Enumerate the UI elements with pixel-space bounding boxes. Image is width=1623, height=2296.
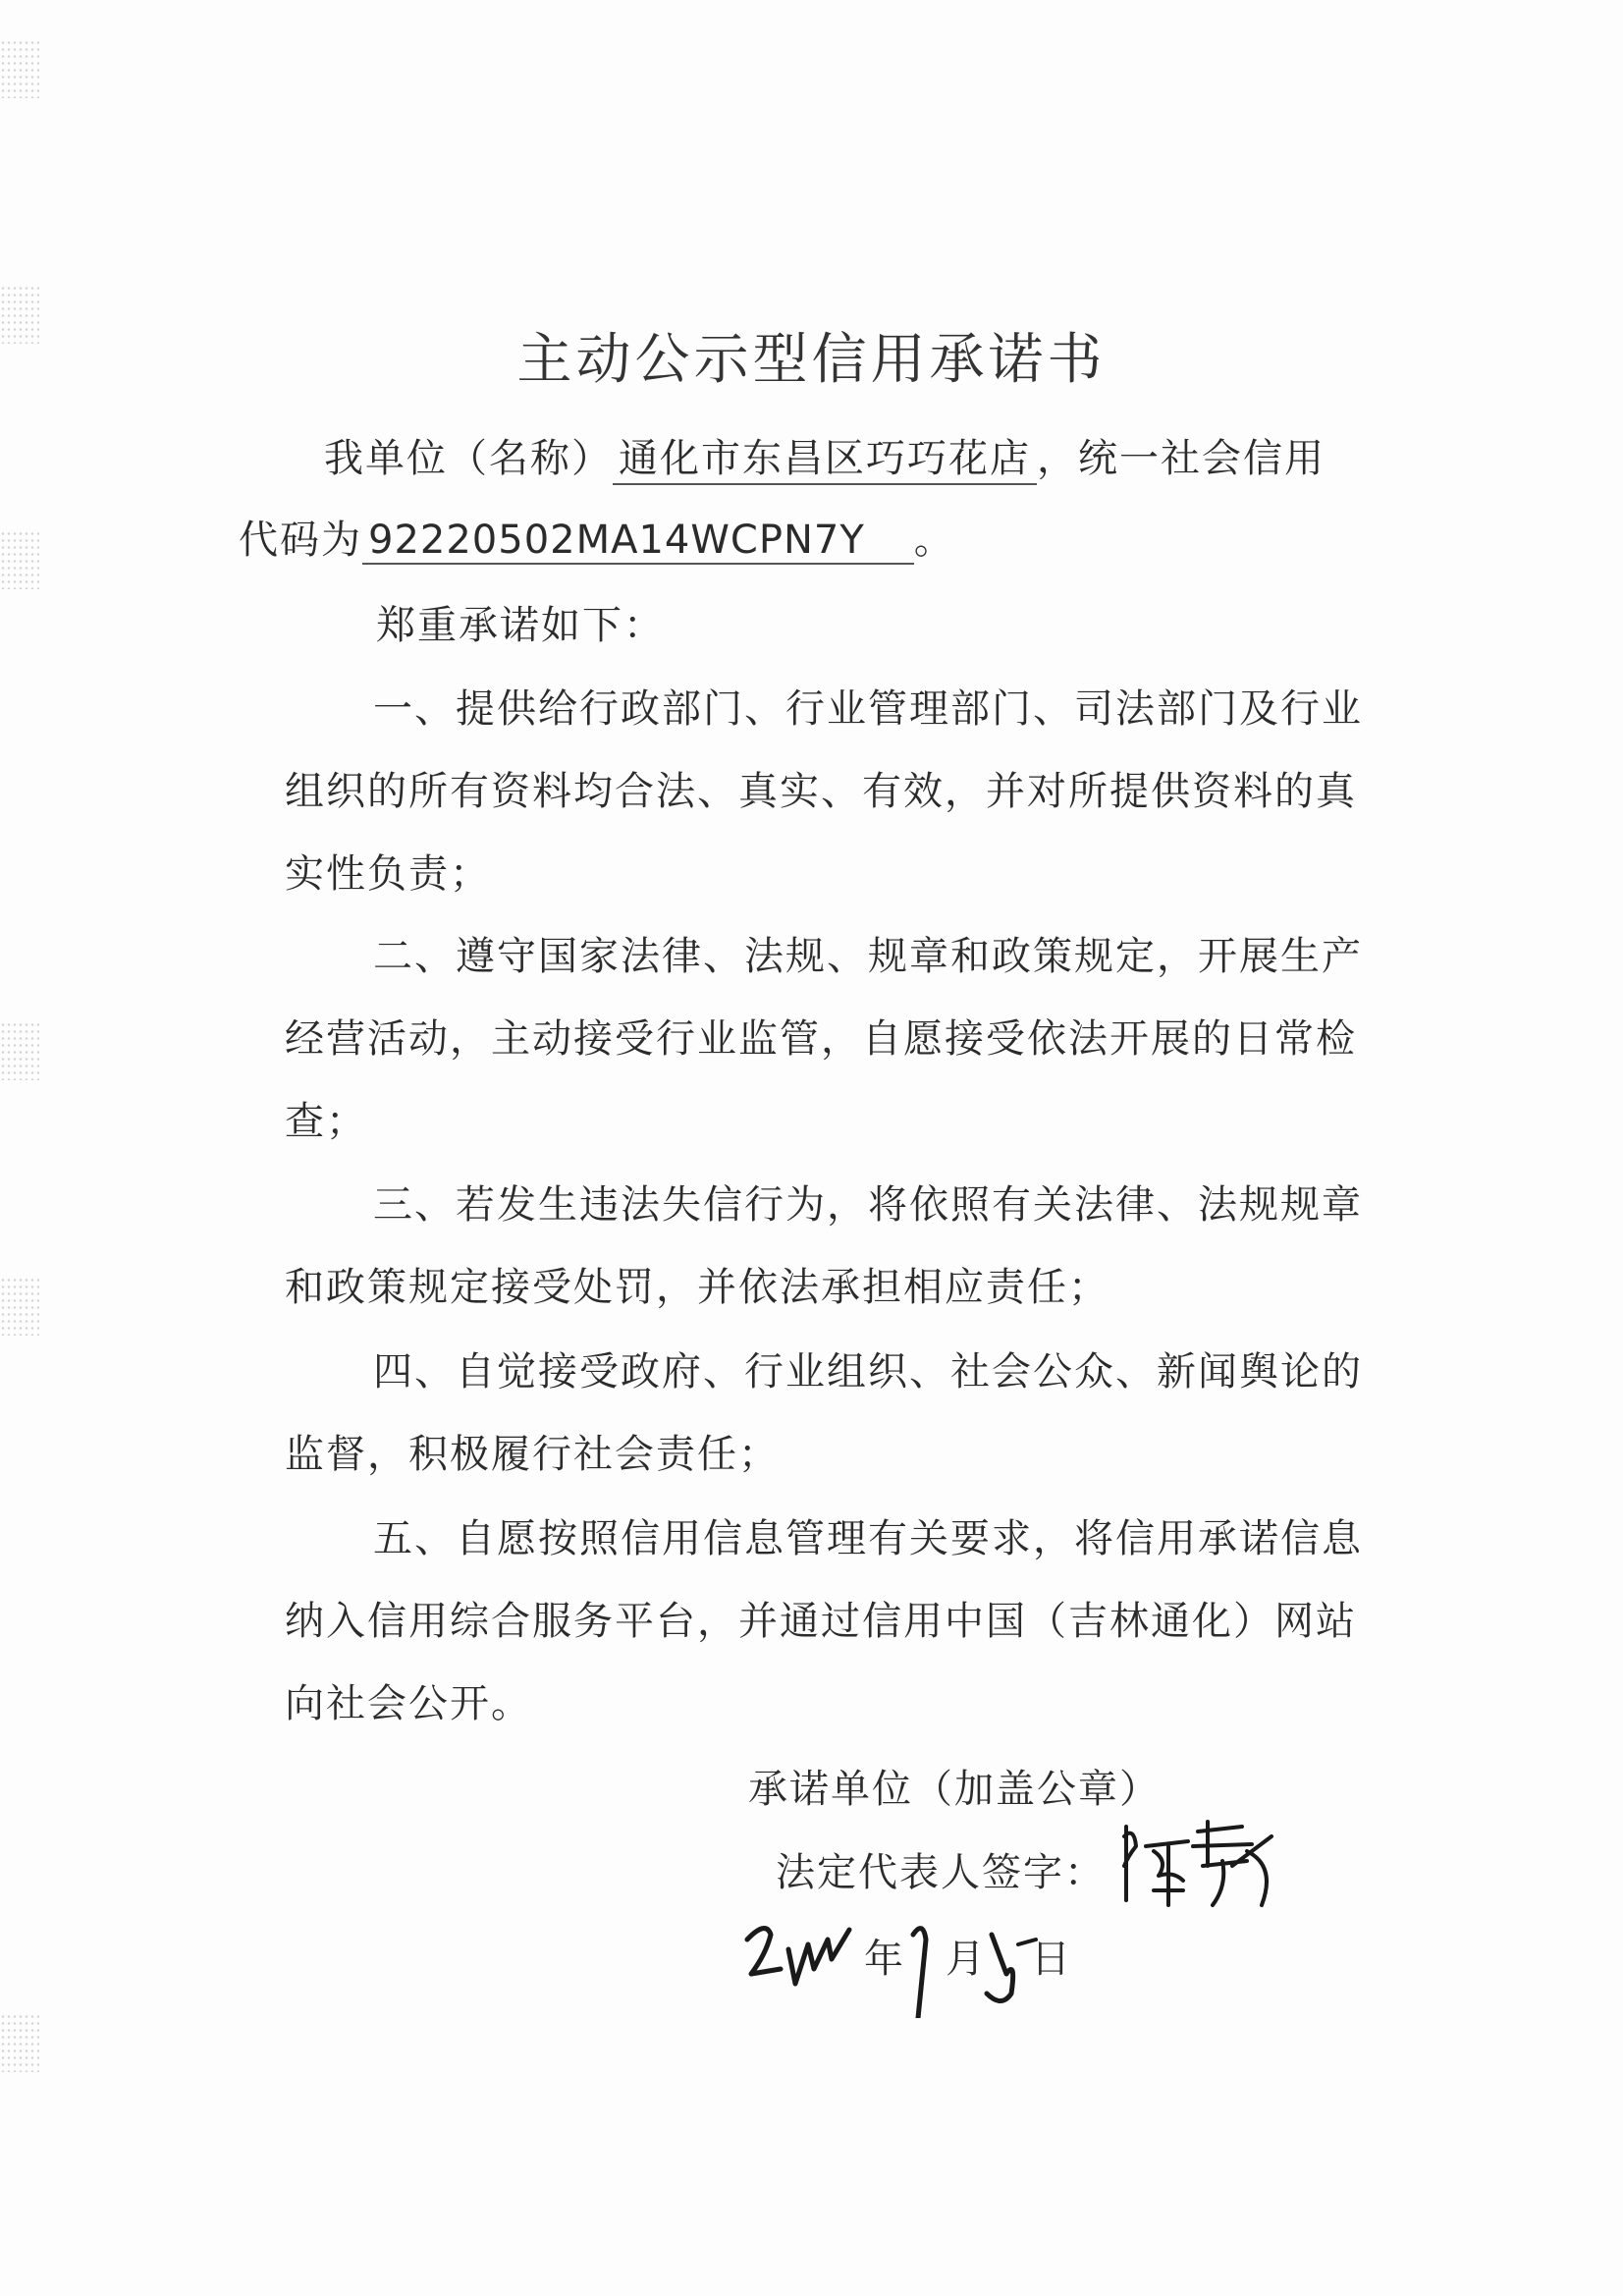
intro-line-1 bbox=[324, 427, 1325, 485]
date-month-label: 月 bbox=[946, 1937, 987, 1982]
intro-prefix: 我单位（名称） bbox=[324, 436, 613, 481]
unit-name: 通化市东昌区巧巧花店 bbox=[613, 427, 1037, 485]
handwritten-date bbox=[741, 1900, 1095, 2018]
scan-noise bbox=[0, 1021, 39, 1080]
code-suffix: 。 bbox=[913, 518, 955, 563]
pledge-item-5: 五、自愿按照信用信息管理有关要求，将信用承诺信息纳入信用综合服务平台，并通过信用中国（吉林通化）网站向社会公开。 bbox=[285, 1516, 1363, 1726]
scan-noise bbox=[0, 1277, 39, 1336]
pledge-item-4: 四、自觉接受政府、行业组织、社会公众、新闻舆论的监督，积极履行社会责任； bbox=[285, 1349, 1363, 1477]
page-title: 主动公示型信用承诺书 bbox=[516, 328, 1107, 392]
pledge-item-1: 一、提供给行政部门、行业管理部门、司法部门及行业组织的所有资料均合法、真实、有效，并对所提供资料的真实性负责； bbox=[285, 686, 1363, 897]
intro-middle: ，统一社会信用 bbox=[1037, 436, 1325, 481]
representative-label: 法定代表人签字： bbox=[776, 1850, 1106, 1895]
scan-noise bbox=[0, 2013, 39, 2072]
scan-noise bbox=[0, 39, 39, 98]
date-day-label: 日 bbox=[1031, 1937, 1072, 1982]
code-prefix: 代码为 bbox=[239, 518, 362, 563]
credit-code: 92220502MA14WCPN7Y bbox=[362, 518, 914, 565]
pledge-heading: 郑重承诺如下： bbox=[376, 603, 665, 648]
handwritten-signature bbox=[1114, 1807, 1291, 1915]
pledge-item-3: 三、若发生违法失信行为，将依照有关法律、法规规章和政策规定接受处罚，并依法承担相应责任； bbox=[285, 1182, 1363, 1310]
intro-line-2 bbox=[239, 509, 955, 565]
seal-label: 承诺单位（加盖公章） bbox=[748, 1767, 1161, 1812]
scan-noise bbox=[0, 530, 39, 589]
date-year-label: 年 bbox=[864, 1937, 905, 1982]
pledge-item-2: 二、遵守国家法律、法规、规章和政策规定，开展生产经营活动，主动接受行业监管，自愿接受依法开展的日常检查； bbox=[285, 934, 1363, 1144]
